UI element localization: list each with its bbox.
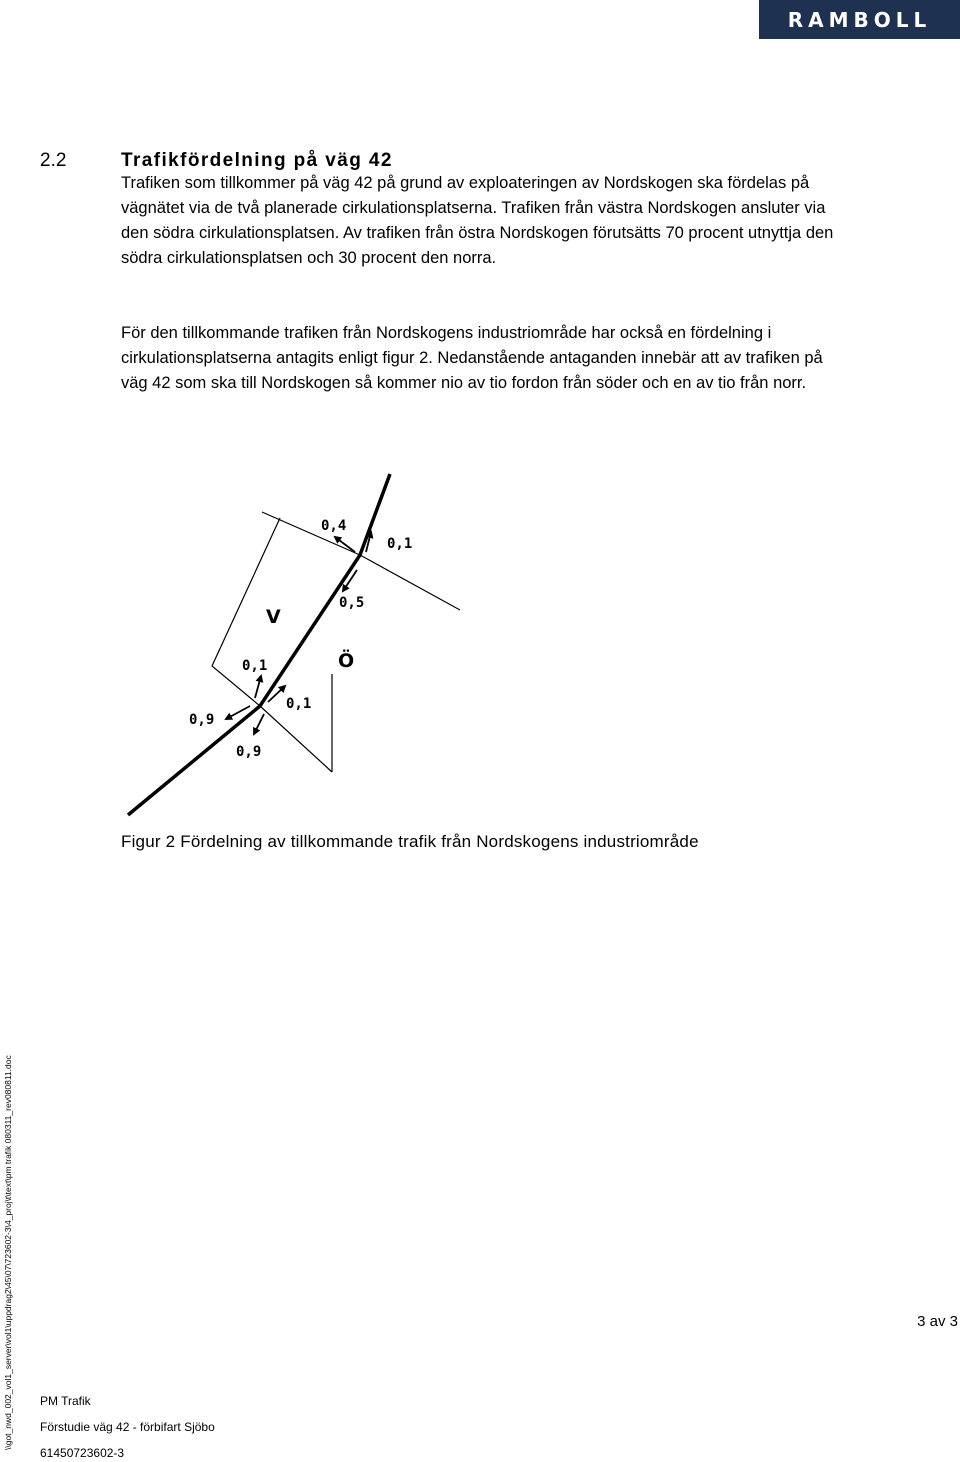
arrow-north-04 [335,537,355,552]
footer-line-1: PM Trafik [40,1394,91,1408]
section-title: Trafikfördelning på väg 42 [121,150,393,171]
footer-line-2: Förstudie väg 42 - förbifart Sjöbo [40,1420,215,1434]
figure-caption: Figur 2 Fördelning av tillkommande trafik från Nordskogens industriområde [121,832,699,851]
label-north-05: 0,5 [339,595,365,611]
ramboll-logo: RAMBOLL [759,0,960,39]
boundary-south-east [260,706,332,772]
label-north-04: 0,4 [321,518,347,534]
footer-line-3: 61450723602-3 [40,1446,125,1460]
boundary-east [360,555,460,610]
section-number: 2.2 [40,150,67,171]
label-south-01-right: 0,1 [286,696,312,712]
file-path: \\got_nwd_002_vol1_server\vol1\uppdrag2\45\07\723602-3\4_proj\t\text\pm trafik 080311_rev080811.doc [3,1055,13,1450]
road-line [128,474,390,815]
arrow-south-09-down [254,714,264,734]
label-area-v: V [266,606,281,628]
traffic-distribution-diagram [100,460,460,830]
paragraph-2: För den tillkommande trafiken från Nordskogens industriområde har också en fördelning i cirkulationsplatserna antagits enligt figur 2. Nedanstående antaganden innebär att av trafiken på väg 42 som ska till Nordskogen så kommer nio av tio fordon från söder och en av tio från norr. [121,324,823,392]
label-south-09-down: 0,9 [236,744,262,760]
page-number: 3 av 3 [917,1313,958,1330]
label-area-o: Ö [338,650,355,672]
arrow-south-01-up [255,676,261,698]
label-south-01-up: 0,1 [242,658,268,674]
label-south-09-left: 0,9 [189,712,215,728]
label-north-01: 0,1 [387,536,413,552]
paragraph-1: Trafiken som tillkommer på väg 42 på grund av exploateringen av Nordskogen ska fördelas på vägnätet via de två planerade cirkulationsplatserna. Trafiken från västra Nordskogen ansluter via den södra cirkulationsplatsen. Av trafiken från östra Nordskogen förutsätts 70 procent utnyttja den södra cirkulationsplatsen och 30 procent den norra. [121,174,834,267]
